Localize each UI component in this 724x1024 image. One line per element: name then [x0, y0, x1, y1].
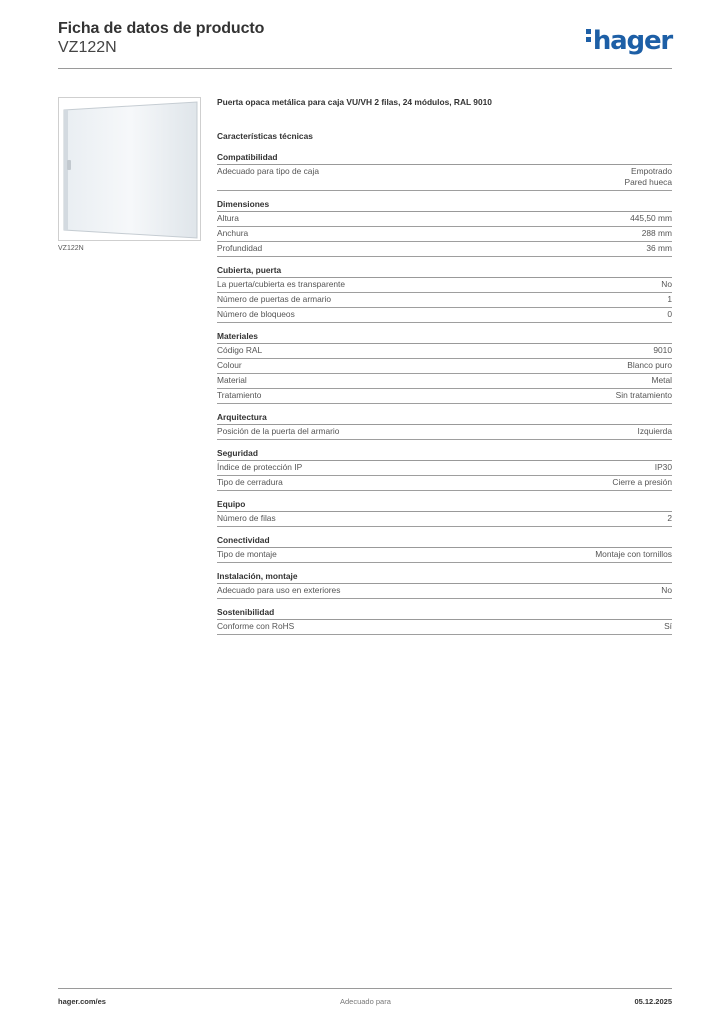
section-title: Seguridad: [217, 447, 672, 461]
header-divider: [58, 68, 672, 69]
spec-row: [217, 461, 672, 476]
section-title: Sostenibilidad: [217, 606, 672, 620]
spec-label: Número de puertas de armario: [217, 294, 332, 304]
spec-label: La puerta/cubierta es transparente: [217, 279, 346, 289]
spec-section: [217, 264, 672, 323]
logo-dots-icon: [586, 26, 591, 45]
spec-row: [217, 374, 672, 389]
spec-row: [217, 425, 672, 440]
spec-row: [217, 620, 672, 635]
spec-label: Número de filas: [217, 513, 276, 523]
spec-label: Anchura: [217, 228, 249, 238]
spec-value: 0: [667, 309, 672, 319]
section-title: Materiales: [217, 330, 672, 344]
spec-row: [217, 278, 672, 293]
spec-label: Tipo de montaje: [217, 549, 277, 559]
specifications-panel: [217, 96, 672, 642]
spec-label: Tipo de cerradura: [217, 477, 283, 487]
spec-label: Posición de la puerta del armario: [217, 426, 340, 436]
spec-row: [217, 584, 672, 599]
spec-value: 288 mm: [641, 228, 672, 238]
spec-value: No: [661, 585, 672, 595]
spec-row: [217, 389, 672, 404]
spec-section: [217, 330, 672, 404]
spec-row: [217, 308, 672, 323]
spec-row: [217, 512, 672, 527]
spec-section: [217, 606, 672, 635]
spec-value: Empotrado Pared hueca: [624, 166, 672, 187]
spec-section: [217, 570, 672, 599]
spec-row: [217, 548, 672, 563]
spec-row: [217, 227, 672, 242]
section-title: Arquitectura: [217, 411, 672, 425]
spec-section: [217, 198, 672, 257]
spec-section: [217, 534, 672, 563]
spec-row: [217, 344, 672, 359]
spec-value: Metal: [651, 375, 672, 385]
footer-center-text: Adecuado para: [340, 997, 391, 1006]
section-title: Dimensiones: [217, 198, 672, 212]
product-image: [58, 97, 201, 241]
spec-label: Adecuado para tipo de caja: [217, 166, 319, 176]
spec-row: [217, 293, 672, 308]
spec-value: 36 mm: [646, 243, 672, 253]
footer-divider: [58, 988, 672, 989]
product-description: Puerta opaca metálica para caja VU/VH 2 filas, 24 módulos, RAL 9010: [217, 97, 492, 107]
spec-value: Sin tratamiento: [615, 390, 672, 400]
spec-label: Adecuado para uso en exteriores: [217, 585, 341, 595]
spec-label: Material: [217, 375, 247, 385]
spec-value: 1: [667, 294, 672, 304]
document-header: [58, 20, 264, 57]
spec-value: Izquierda: [637, 426, 672, 436]
spec-row: [217, 476, 672, 491]
spec-value: IP30: [654, 462, 672, 472]
footer-website: hager.com/es: [58, 997, 106, 1006]
section-title: Instalación, montaje: [217, 570, 672, 584]
spec-value: Blanco puro: [627, 360, 672, 370]
spec-label: Número de bloqueos: [217, 309, 295, 319]
image-caption: VZ122N: [58, 245, 84, 252]
footer-date: 05.12.2025: [634, 997, 672, 1006]
spec-section: [217, 447, 672, 491]
spec-section: [217, 411, 672, 440]
spec-label: Colour: [217, 360, 242, 370]
spec-label: Conforme con RoHS: [217, 621, 295, 631]
spec-sections: [217, 151, 672, 635]
spec-label: Índice de protección IP: [217, 462, 303, 472]
section-title: Cubierta, puerta: [217, 264, 672, 278]
characteristics-heading: Características técnicas: [217, 131, 313, 141]
spec-value: No: [661, 279, 672, 289]
product-reference: VZ122N: [58, 39, 117, 56]
spec-row: [217, 212, 672, 227]
spec-row: [217, 359, 672, 374]
spec-section: [217, 151, 672, 191]
logo-text: hager: [592, 26, 672, 56]
spec-row: [217, 165, 672, 191]
spec-value: 445,50 mm: [630, 213, 672, 223]
section-title: Conectividad: [217, 534, 672, 548]
spec-section: [217, 498, 672, 527]
document-title: Ficha de datos de producto: [58, 20, 265, 37]
spec-value: 2: [667, 513, 672, 523]
spec-row: [217, 242, 672, 257]
section-title: Compatibilidad: [217, 151, 672, 165]
section-title: Equipo: [217, 498, 672, 512]
spec-label: Altura: [217, 213, 239, 223]
door-panel-icon: [59, 98, 202, 242]
spec-label: Profundidad: [217, 243, 263, 253]
spec-value: 9010: [653, 345, 672, 355]
hager-logo: [586, 26, 672, 56]
spec-label: Código RAL: [217, 345, 263, 355]
spec-label: Tratamiento: [217, 390, 262, 400]
spec-value: Montaje con tornillos: [595, 549, 672, 559]
spec-value: Cierre a presión: [612, 477, 672, 487]
spec-value: Sí: [664, 621, 672, 631]
